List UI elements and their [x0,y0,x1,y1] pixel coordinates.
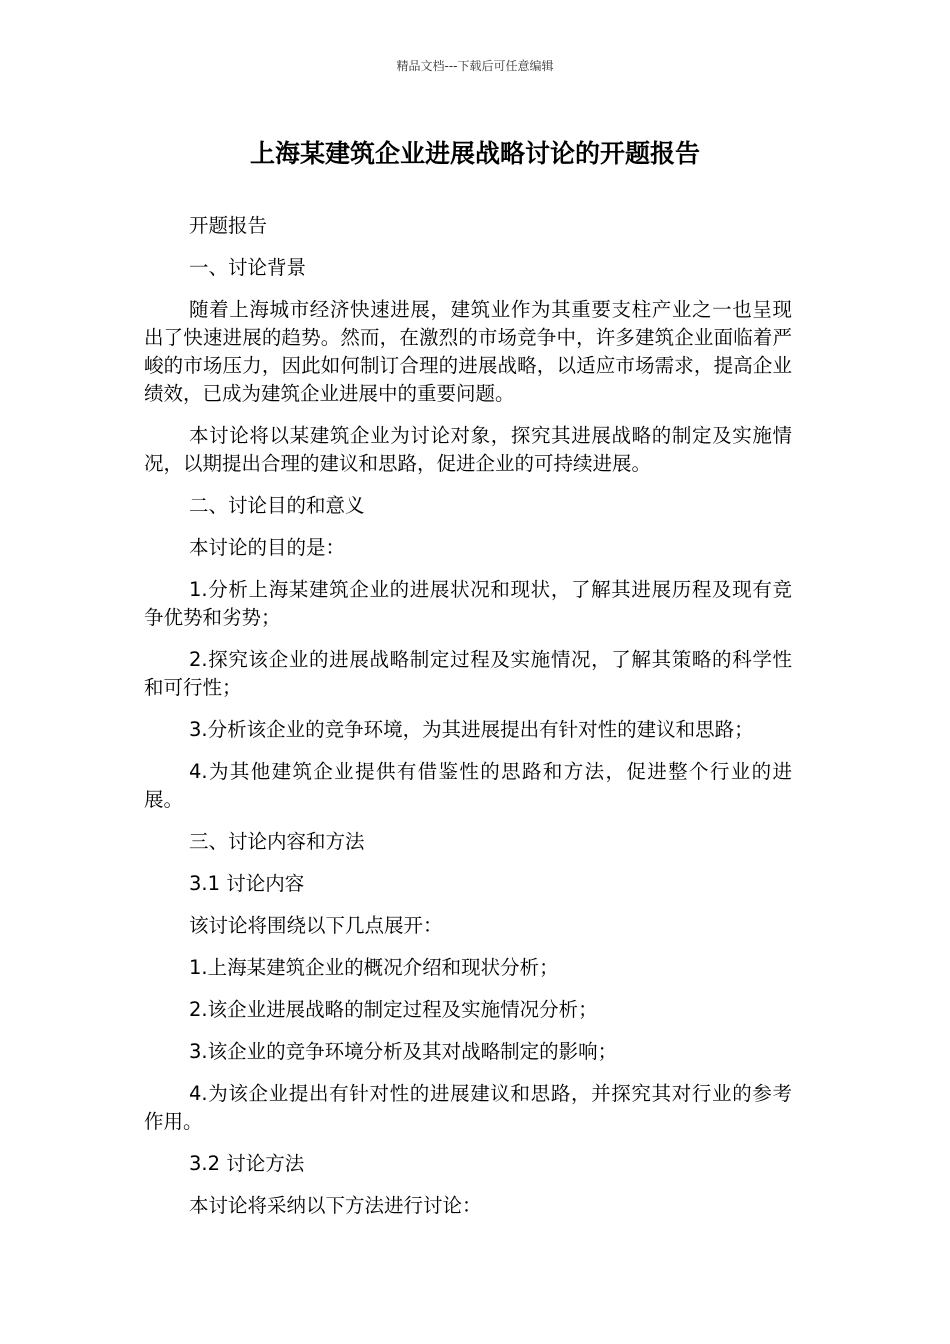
page-header: 精品文档---下载后可任意编辑 [396,59,554,73]
list-item: 4.为其他建筑企业提供有借鉴性的思路和方法，促进整个行业的进展。 [144,760,792,811]
paragraph: 本讨论的目的是： [189,536,346,559]
document-body [144,212,792,1234]
document-title: 上海某建筑企业进展战略讨论的开题报告 [249,139,700,168]
subsection-heading-method: 3.2 讨论方法 [189,1152,305,1175]
list-item: 4.为该企业提出有针对性的进展建议和思路，并探究其对行业的参考作用。 [144,1082,792,1133]
paragraph: 本讨论将采纳以下方法进行讨论： [189,1194,482,1217]
list-item: 2.探究该企业的进展战略制定过程及实施情况，了解其策略的科学性和可行性； [144,648,792,699]
section-heading-purpose: 二、讨论目的和意义 [189,494,365,517]
section-heading-content-method: 三、讨论内容和方法 [189,830,365,853]
list-item: 2.该企业进展战略的制定过程及实施情况分析； [189,998,598,1021]
subsection-heading-content: 3.1 讨论内容 [189,872,305,895]
list-item: 1.分析上海某建筑企业的进展状况和现状，了解其进展历程及现有竞争优势和劣势； [144,578,792,629]
list-item: 3.分析该企业的竞争环境，为其进展提出有针对性的建议和思路； [189,718,754,741]
list-item: 3.该企业的竞争环境分析及其对战略制定的影响； [189,1040,618,1063]
paragraph-report-label: 开题报告 [189,214,268,237]
section-heading-background: 一、讨论背景 [189,256,307,279]
paragraph: 本讨论将以某建筑企业为讨论对象，探究其进展战略的制定及实施情况，以期提出合理的建议和思路，促进企业的可持续进展。 [144,424,792,475]
paragraph: 该讨论将围绕以下几点展开： [189,914,443,937]
list-item: 1.上海某建筑企业的概况介绍和现状分析； [189,956,559,979]
paragraph: 随着上海城市经济快速进展，建筑业作为其重要支柱产业之一也呈现出了快速进展的趋势。然而，在激烈的市场竞争中，许多建筑企业面临着严峻的市场压力，因此如何制订合理的进展战略，以适应市场需求，提高企业绩效，已成为建筑企业进展中的重要问题。 [144,298,792,405]
